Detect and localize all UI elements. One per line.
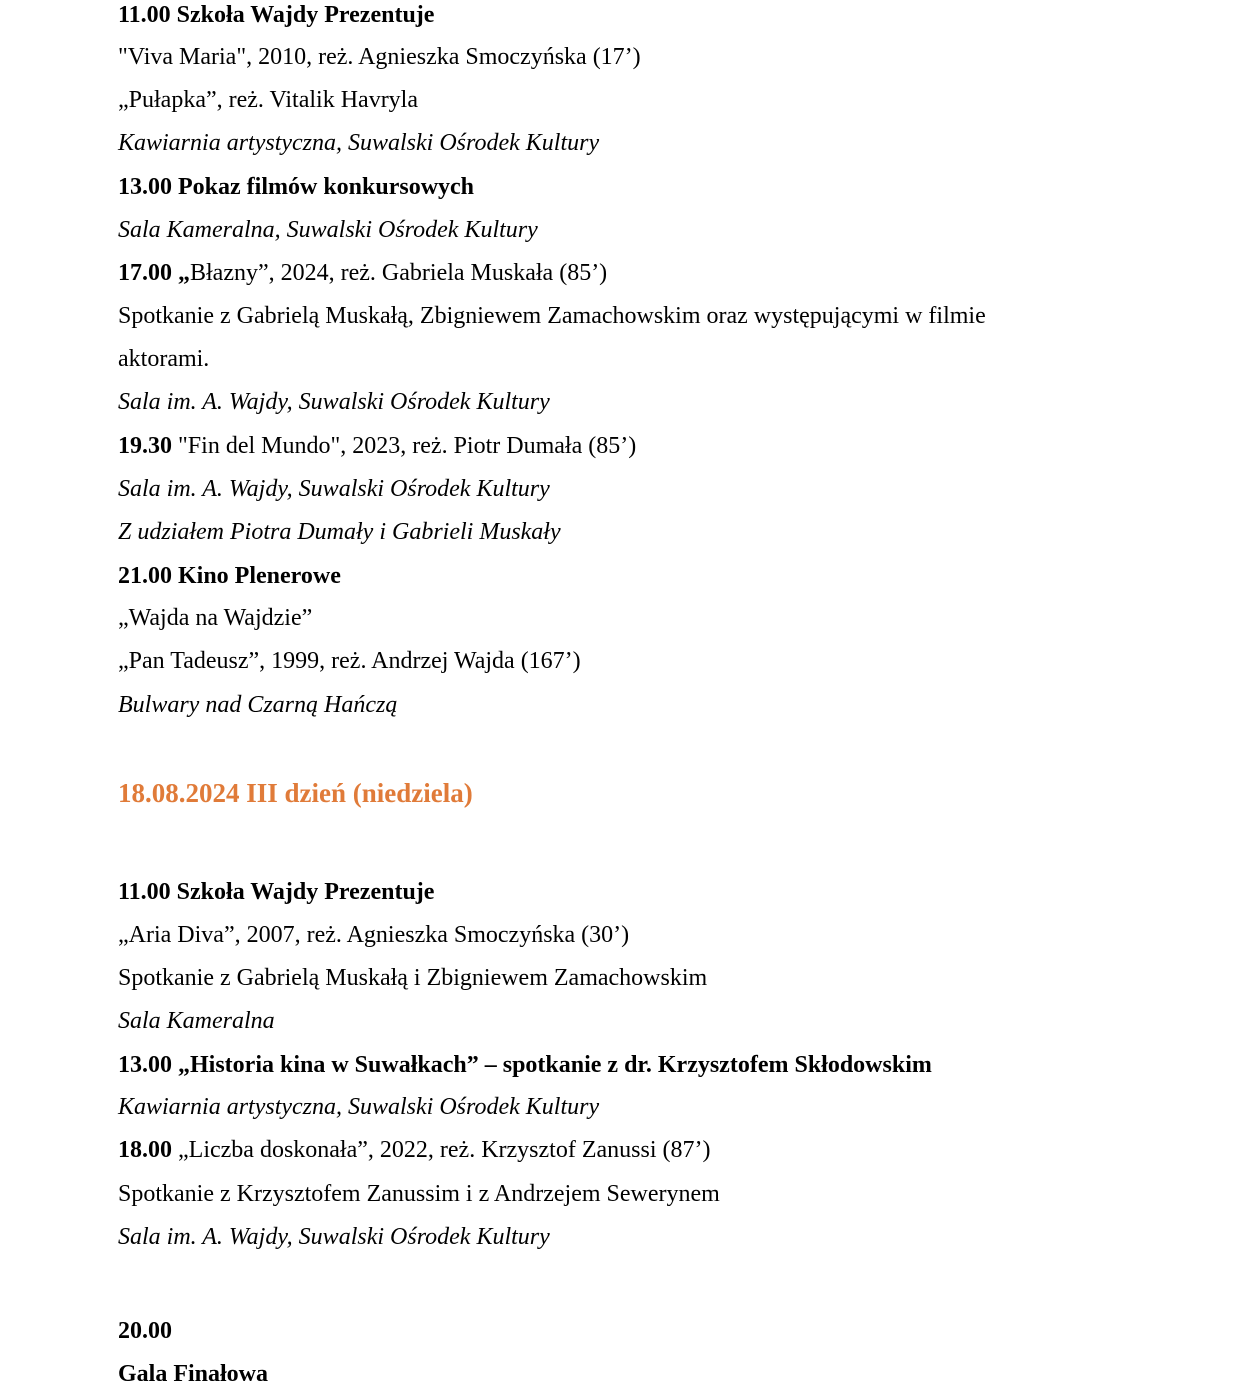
event-venue: Sala im. A. Wajdy, Suwalski Ośrodek Kultury — [118, 1224, 550, 1250]
event-meeting-continued: aktorami. — [118, 346, 210, 372]
event-note: Z udziałem Piotra Dumały i Gabrieli Muskały — [118, 519, 561, 545]
film-entry: „Aria Diva”, 2007, reż. Agnieszka Smoczyńska (30’) — [118, 922, 630, 948]
event-row — [118, 258, 607, 288]
event-venue: Sala Kameralna, Suwalski Ośrodek Kultury — [118, 217, 538, 243]
event-time: 18.00 — [118, 1137, 172, 1163]
event-venue: Bulwary nad Czarną Hańczą — [118, 692, 398, 718]
film-entry: "Viva Maria", 2010, reż. Agnieszka Smoczyńska (17’) — [118, 44, 641, 70]
event-time: 20.00 — [118, 1318, 172, 1344]
film-entry: „Pan Tadeusz”, 1999, reż. Andrzej Wajda (167’) — [118, 648, 581, 674]
film-entry: "Fin del Mundo", 2023, reż. Piotr Dumała (85’) — [172, 433, 637, 459]
event-meeting: Spotkanie z Krzysztofem Zanussim i z Andrzejem Sewerynem — [118, 1181, 720, 1207]
event-venue: Sala Kameralna — [118, 1008, 275, 1034]
event-title: 13.00 „Historia kina w Suwałkach” – spotkanie z dr. Krzysztofem Skłodowskim — [118, 1052, 932, 1078]
event-venue: Kawiarnia artystyczna, Suwalski Ośrodek Kultury — [118, 1094, 600, 1120]
event-title: 11.00 Szkoła Wajdy Prezentuje — [118, 2, 435, 28]
event-title: 11.00 Szkoła Wajdy Prezentuje — [118, 879, 435, 905]
film-entry: „Liczba doskonała”, 2022, reż. Krzysztof Zanussi (87’) — [172, 1137, 711, 1163]
event-venue: Sala im. A. Wajdy, Suwalski Ośrodek Kultury — [118, 389, 550, 415]
event-title: 13.00 Pokaz filmów konkursowych — [118, 174, 475, 200]
event-venue: Kawiarnia artystyczna, Suwalski Ośrodek Kultury — [118, 130, 600, 156]
event-venue: Sala im. A. Wajdy, Suwalski Ośrodek Kultury — [118, 476, 550, 502]
event-time: 17.00 „ — [118, 260, 190, 286]
event-title: Gala Finałowa — [118, 1361, 269, 1387]
event-title: 21.00 Kino Plenerowe — [118, 563, 341, 589]
event-subtitle: „Wajda na Wajdzie” — [118, 605, 313, 631]
film-entry: Błazny”, 2024, reż. Gabriela Muskała (85’) — [190, 260, 608, 286]
event-meeting: Spotkanie z Gabrielą Muskałą, Zbigniewem Zamachowskim oraz występującymi w filmie — [118, 303, 986, 329]
event-row — [118, 431, 636, 461]
event-row — [118, 1135, 710, 1165]
event-meeting: Spotkanie z Gabrielą Muskałą i Zbigniewem Zamachowskim — [118, 965, 708, 991]
film-entry: „Pułapka”, reż. Vitalik Havryla — [118, 87, 418, 113]
day-heading: 18.08.2024 III dzień (niedziela) — [118, 778, 473, 808]
event-time: 19.30 — [118, 433, 172, 459]
